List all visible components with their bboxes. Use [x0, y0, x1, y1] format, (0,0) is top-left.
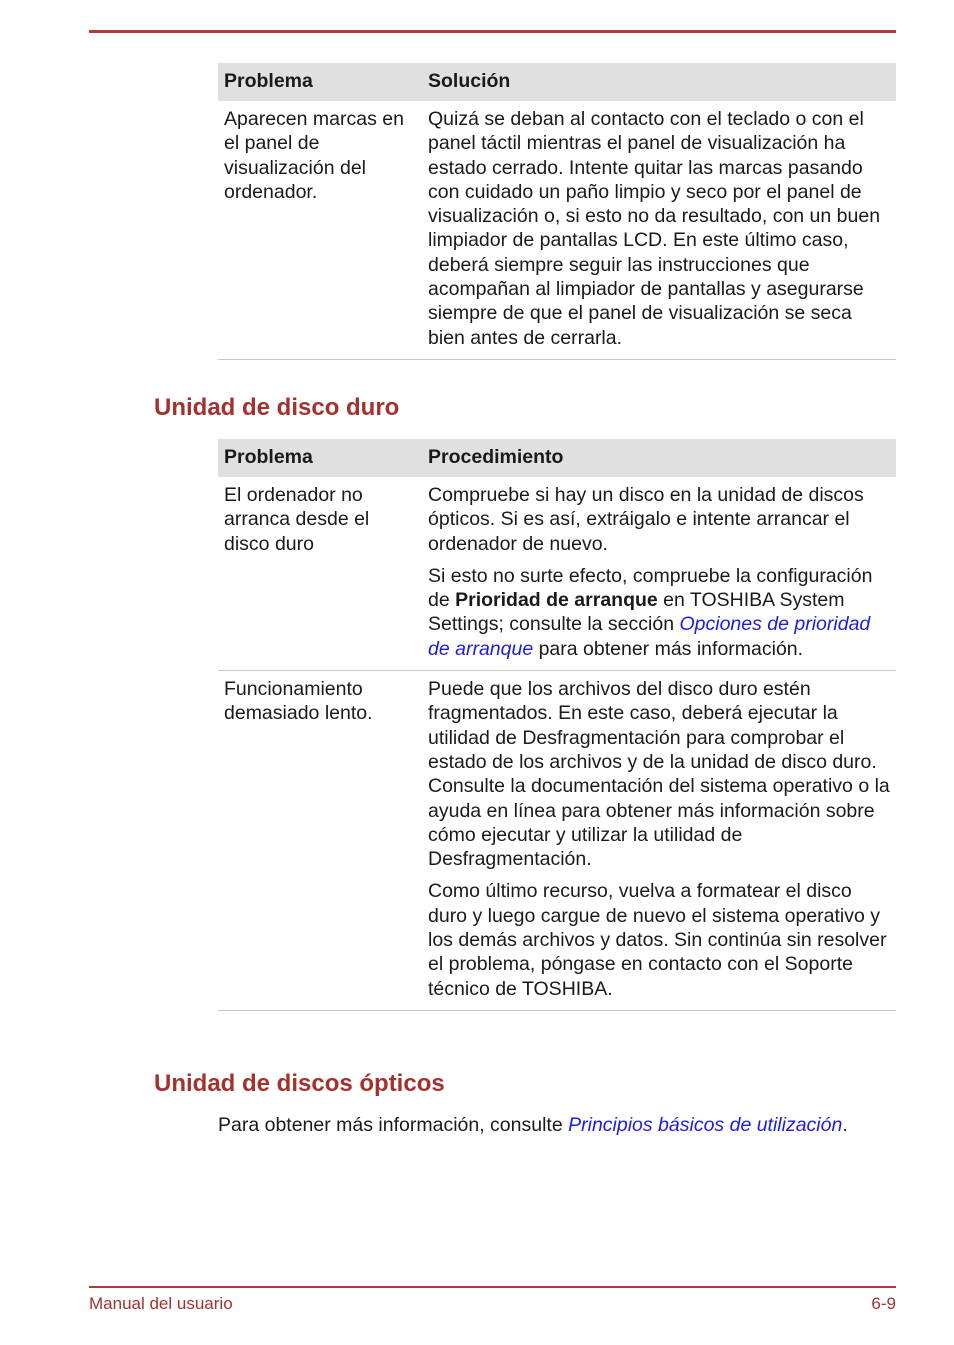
section-title-hdd: Unidad de disco duro: [154, 394, 400, 421]
table-row: [218, 101, 896, 359]
column-header-procedure: Procedimiento: [422, 439, 896, 477]
table-row: [218, 477, 896, 671]
boot-priority-term: Prioridad de arranque: [455, 589, 658, 612]
table-header-row: [218, 63, 896, 101]
troubleshooting-table-display: [218, 63, 896, 360]
column-header-problem: Problema: [218, 439, 422, 477]
footer-manual-title: Manual del usuario: [89, 1294, 233, 1313]
procedure-cell: [422, 671, 896, 1011]
column-header-problem: Problema: [218, 63, 422, 101]
procedure-paragraph: Como último recurso, vuelva a formatear el disco duro y luego cargue de nuevo el sistema operativo y los demás archivos y datos. Sin continúa sin resolver el problema, póngase en contacto con el Soporte técnico de TOSHIBA.: [428, 880, 887, 1000]
solution-cell: Quizá se deban al contacto con el teclado o con el panel táctil mientras el panel de visualización ha estado cerrado. Intente quitar las marcas pasando con cuidado un paño limpio y seco por el panel de visualización o, si esto no da resultado, con un buen limpiador de pantallas LCD. En este último caso, deberá siempre seguir las instrucciones que acompañan al limpiador de pantallas y asegurarse siempre de que el panel de visualización se seca bien antes de cerrarla.: [422, 101, 896, 359]
basic-principles-link[interactable]: Principios básicos de utilización: [568, 1114, 843, 1136]
table-header-row: [218, 439, 896, 477]
procedure-paragraph: Puede que los archivos del disco duro estén fragmentados. En este caso, deberá ejecutar la utilidad de Desfragmentación para comprobar el estado de los archivos y de la unidad de disco duro. Consulte la documentación del sistema operativo o la ayuda en línea para obtener más información sobre cómo ejecutar y utilizar la utilidad de Desfragmentación.: [428, 678, 890, 871]
text-span: en TOSHIBA System Settings; consulte la sección: [428, 589, 845, 636]
problem-cell: Aparecen marcas en el panel de visualización del ordenador.: [218, 101, 422, 359]
table-row: [218, 671, 896, 1011]
problem-cell: El ordenador no arranca desde el disco duro: [218, 477, 422, 671]
troubleshooting-table-hdd: [218, 439, 896, 1011]
top-rule: [89, 30, 896, 33]
text-span: Si esto no surte efecto, compruebe la configuración de: [428, 564, 873, 612]
footer-rule: [89, 1286, 896, 1288]
optical-info-paragraph: [218, 1113, 848, 1137]
problem-cell: Funcionamiento demasiado lento.: [218, 671, 422, 1011]
procedure-cell: [422, 477, 896, 671]
text-span: .: [842, 1114, 848, 1136]
text-span: para obtener más información.: [533, 637, 804, 660]
footer-page-number: 6-9: [871, 1294, 896, 1313]
boot-priority-options-link[interactable]: Opciones de prioridad de arranque: [428, 613, 871, 660]
procedure-paragraph: [428, 564, 890, 661]
text-span: Para obtener más información, consulte: [218, 1114, 569, 1136]
section-title-optical: Unidad de discos ópticos: [154, 1070, 445, 1097]
column-header-solution: Solución: [422, 63, 896, 101]
procedure-paragraph: Compruebe si hay un disco en la unidad de discos ópticos. Si es así, extráigalo e intente arrancar el ordenador de nuevo.: [428, 484, 864, 555]
